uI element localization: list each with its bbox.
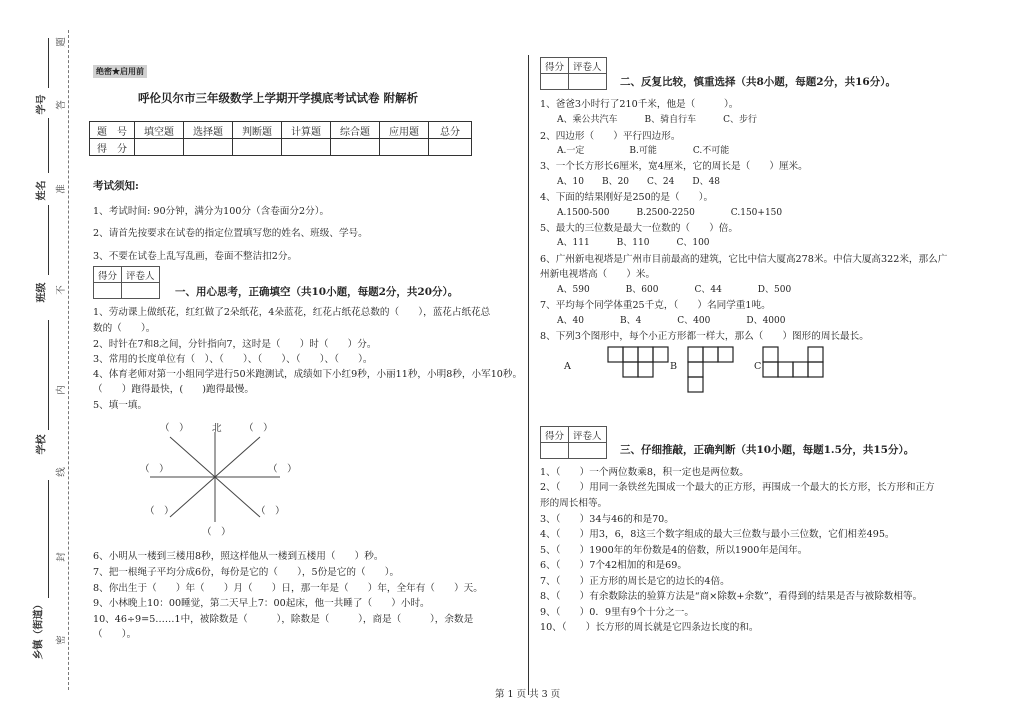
judgement-line: 3、（ ）34与46的和是70。 xyxy=(540,514,674,525)
score-table-header: 填空题 xyxy=(135,122,184,139)
judgement-line: 1、（ ）一个两位数乘8，积一定也是两位数。 xyxy=(540,467,749,478)
grader-person-label: 评卷人 xyxy=(569,58,607,74)
compass-blank-se[interactable]: （ ） xyxy=(256,506,285,517)
document-title: 呼伦贝尔市三年级数学上学期开学摸底考试试卷 附解析 xyxy=(138,91,419,105)
score-cell[interactable] xyxy=(282,139,331,156)
compass-blank-e[interactable]: （ ） xyxy=(268,464,297,475)
note-item: 1、考试时间: 90分钟，满分为100分（含卷面分2分）。 xyxy=(93,206,330,217)
grader-box-2 xyxy=(540,57,607,90)
binding-word: 不 xyxy=(55,285,67,295)
question-line: （ ）跑得最快，( )跑得最慢。 xyxy=(93,384,254,395)
grader-person-label: 评卷人 xyxy=(569,427,607,443)
score-table-header: 判断题 xyxy=(233,122,282,139)
binding-word: 答 xyxy=(55,100,67,110)
score-table-header: 总分 xyxy=(429,122,472,139)
shape-label-b: B xyxy=(670,361,678,372)
class-underline xyxy=(48,205,49,275)
score-row-label: 得 分 xyxy=(90,139,135,156)
judgement-line: 9、（ ）0．9里有9个十分之一。 xyxy=(540,607,694,618)
note-item: 2、请首先按要求在试卷的指定位置填写您的姓名、班级、学号。 xyxy=(93,228,368,239)
answer-options: A、590 B、600 C、44 D、500 xyxy=(557,285,792,295)
confidential-badge: 绝密★启用前 xyxy=(93,65,147,78)
question-line: 6、广州新电视塔是广州市目前最高的建筑，它比中信大厦高278米。中信大厦高322米，那么广 xyxy=(540,254,948,265)
section1-title: 一、用心思考，正确填空（共10小题，每题2分，共20分）。 xyxy=(175,286,459,298)
question-line: 1、爸爸3小时行了210千米，他是（ ）。 xyxy=(540,99,739,110)
binding-word: 封 xyxy=(55,552,67,562)
score-table-header: 选择题 xyxy=(184,122,233,139)
score-cell[interactable] xyxy=(233,139,282,156)
question-line: 3、一个长方形长6厘米，宽4厘米，它的周长是（ ）厘米。 xyxy=(540,161,808,172)
page-footer: 第 1 页 共 3 页 xyxy=(495,689,561,700)
judgement-line: 7、（ ）正方形的周长是它的边长的4倍。 xyxy=(540,576,730,587)
notes-heading: 考试须知: xyxy=(93,180,139,192)
question-line: 4、体育老师对第一小组同学进行50米跑测试，成绩如下小红9秒，小丽11秒，小明8秒，小军10秒。 xyxy=(93,369,523,380)
judgement-line: 2、（ ）用同一条铁丝先围成一个最大的正方形，再围成一个最大的长方形，长方形和正方 xyxy=(540,482,935,493)
score-cell[interactable] xyxy=(380,139,429,156)
compass-north-label: 北 xyxy=(212,423,222,434)
question-line: 5、填一填。 xyxy=(93,400,148,411)
answer-options: A、10 B、20 C、24 D、48 xyxy=(557,177,721,187)
answer-options: A、乘公共汽车 B、骑自行车 C、步行 xyxy=(557,115,758,125)
grader-score-cell[interactable] xyxy=(541,443,569,459)
grader-box-1 xyxy=(93,266,160,299)
score-table-header: 题 号 xyxy=(90,122,135,139)
column-divider xyxy=(528,55,529,695)
grader-person-label: 评卷人 xyxy=(122,267,160,283)
compass-blank-w[interactable]: （ ） xyxy=(140,464,169,475)
grader-person-cell[interactable] xyxy=(569,443,607,459)
section3-title: 三、仔细推敲，正确判断（共10小题，每题1.5分，共15分）。 xyxy=(620,444,915,456)
question-line: 8、下列3个图形中，每个小正方形都一样大，那么（ ）图形的周长最长。 xyxy=(540,331,869,342)
binding-word: 题 xyxy=(55,37,67,47)
compass-blank-ne[interactable]: （ ） xyxy=(244,423,273,434)
question-line: 5、最大的三位数是最大一位数的（ ）倍。 xyxy=(540,223,738,234)
township-underline xyxy=(48,480,49,598)
binding-word: 内 xyxy=(55,385,67,395)
score-cell[interactable] xyxy=(429,139,472,156)
answer-options: A、40 B、4 C、400 D、4000 xyxy=(557,316,786,326)
score-table-header: 综合题 xyxy=(331,122,380,139)
judgement-line: 10、（ ）长方形的周长就是它四条边长度的和。 xyxy=(540,622,759,633)
score-table-header-row xyxy=(90,122,472,139)
binding-dashed-line xyxy=(68,30,69,690)
grader-box-3 xyxy=(540,426,607,459)
score-table-score-row xyxy=(90,139,472,156)
question-line: 7、平均每个同学体重25千克，（ ）名同学重1吨。 xyxy=(540,300,771,311)
binding-word: 线 xyxy=(55,467,67,477)
answer-options: A、111 B、110 C、100 xyxy=(557,238,710,248)
grader-score-label: 得分 xyxy=(94,267,122,283)
question-line: 10、46÷9=5……1中，被除数是（ ），除数是（ ），商是（ ），余数是 xyxy=(93,614,474,625)
compass-blank-s[interactable]: （ ） xyxy=(202,527,231,538)
shape-c xyxy=(763,347,825,379)
question-line: 2、时针在7和8之间，分针指向7，这时是（ ）时（ ）分。 xyxy=(93,339,377,350)
class-label: 班级 xyxy=(36,282,48,303)
grader-score-label: 得分 xyxy=(541,58,569,74)
judgement-line: 6、（ ）7个42相加的和是69。 xyxy=(540,560,687,571)
compass-blank-sw[interactable]: （ ） xyxy=(145,506,174,517)
score-table xyxy=(89,121,472,156)
answer-options: A.一定 B.可能 C.不可能 xyxy=(557,146,730,156)
grader-score-label: 得分 xyxy=(541,427,569,443)
section2-title: 二、反复比较，慎重选择（共8小题，每题2分，共16分）。 xyxy=(620,76,896,88)
binding-word: 准 xyxy=(55,184,67,194)
name-underline xyxy=(48,118,49,173)
shape-label-a: A xyxy=(564,361,571,372)
shape-label-c: C xyxy=(754,361,762,372)
question-line: 2、四边形（ ）平行四边形。 xyxy=(540,131,681,142)
score-cell[interactable] xyxy=(135,139,184,156)
grader-person-cell[interactable] xyxy=(569,74,607,90)
judgement-line: 8、（ ）有余数除法的验算方法是“商×除数+余数”，看得到的结果是否与被除数相等。 xyxy=(540,591,923,602)
score-cell[interactable] xyxy=(184,139,233,156)
judgement-line: 5、（ ）1900年的年份数是4的倍数，所以1900年是闰年。 xyxy=(540,545,808,556)
grader-person-cell[interactable] xyxy=(122,283,160,299)
grader-score-cell[interactable] xyxy=(94,283,122,299)
question-line: （ ）。 xyxy=(93,629,137,640)
binding-word: 密 xyxy=(55,635,67,645)
question-line: 9、小林晚上10：00睡觉，第二天早上7：00起床，他一共睡了（ ）小时。 xyxy=(93,598,430,609)
answer-options: A.1500-500 B.2500-2250 C.150+150 xyxy=(557,208,783,218)
judgement-line: 4、（ ）用3，6，8这三个数字组成的最大三位数与最小三位数，它们相差495。 xyxy=(540,529,895,540)
score-table-header: 计算题 xyxy=(282,122,331,139)
student-id-underline xyxy=(48,38,49,88)
question-line: 1、劳动课上做纸花，红红做了2朵纸花，4朵蓝花，红花占纸花总数的（ ），蓝花占纸花总 xyxy=(93,307,491,318)
name-label: 姓名 xyxy=(36,180,48,201)
score-table-header: 应用题 xyxy=(380,122,429,139)
grader-score-cell[interactable] xyxy=(541,74,569,90)
question-line: 数的（ ）。 xyxy=(93,323,156,334)
question-line: 6、小明从一楼到三楼用8秒，照这样他从一楼到五楼用（ ）秒。 xyxy=(93,551,384,562)
score-cell[interactable] xyxy=(331,139,380,156)
school-underline xyxy=(48,320,49,430)
student-id-label: 学号 xyxy=(36,94,48,115)
judgement-line: 形的周长相等。 xyxy=(540,498,608,509)
question-line: 8、你出生于（ ）年（ ）月（ ）日，那一年是（ ）年，全年有（ ）天。 xyxy=(93,583,483,594)
shape-b xyxy=(688,347,738,392)
question-line: 7、把一根绳子平均分成6份，每份是它的（ ），5份是它的（ ）。 xyxy=(93,567,400,578)
question-line: 州新电视塔高（ ）米。 xyxy=(540,269,656,280)
question-line: 3、常用的长度单位有（ ）、（ ）、（ ）、（ ）、（ ）。 xyxy=(93,354,373,365)
question-line: 4、下面的结果刚好是250的是（ ）。 xyxy=(540,192,714,203)
compass-blank-nw[interactable]: （ ） xyxy=(160,423,189,434)
note-item: 3、不要在试卷上乱写乱画，卷面不整洁扣2分。 xyxy=(93,251,298,262)
shape-a xyxy=(608,347,668,379)
township-label: 乡镇（街道） xyxy=(33,599,45,660)
school-label: 学校 xyxy=(36,434,48,455)
